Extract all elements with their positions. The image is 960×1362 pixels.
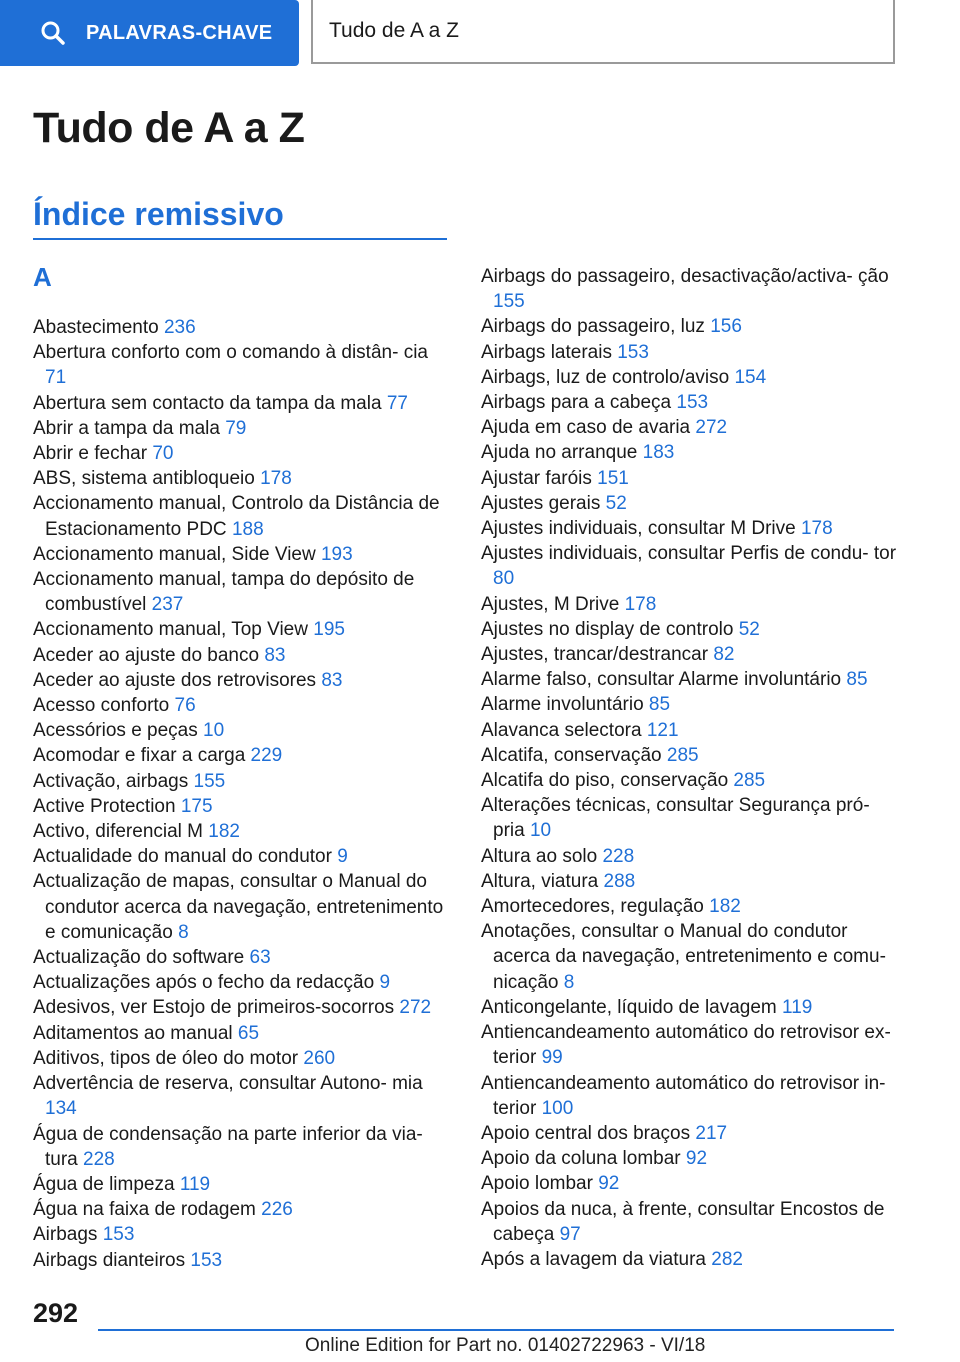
- index-entry-text: Alterações técnicas, consultar Segurança pró‐ pria: [481, 795, 870, 842]
- index-entry-text: Airbags, luz de controlo/aviso: [481, 366, 730, 388]
- index-entry-text: Accionamento manual, Side View: [33, 543, 316, 565]
- index-page-link[interactable]: 153: [676, 392, 709, 414]
- index-entry-text: Alarme involuntário: [481, 694, 644, 716]
- keywords-button[interactable]: [0, 0, 299, 66]
- index-entry: [481, 793, 901, 843]
- index-page-link[interactable]: 92: [598, 1173, 620, 1195]
- index-page-link[interactable]: 83: [321, 669, 343, 691]
- index-entry: [33, 542, 449, 567]
- index-page-link[interactable]: 83: [264, 644, 286, 666]
- index-entry-text: Alarme falso, consultar Alarme involuntário: [481, 669, 842, 691]
- index-page-link[interactable]: 52: [605, 492, 627, 514]
- index-entry: [481, 466, 901, 491]
- index-page-link[interactable]: 153: [102, 1224, 135, 1246]
- index-entry-text: Ajustes, M Drive: [481, 593, 620, 615]
- index-entry: [33, 617, 449, 642]
- index-entry-text: Aditivos, tipos de óleo do motor: [33, 1047, 299, 1069]
- index-entry-text: Acessórios e peças: [33, 720, 198, 742]
- index-entry-text: Água de condensação na parte inferior da via‐ tura: [33, 1123, 423, 1170]
- index-entry: [481, 617, 901, 642]
- keywords-label: PALAVRAS-CHAVE: [86, 21, 273, 44]
- index-entry-text: Antiencandeamento automático do retrovisor in‐ terior: [481, 1072, 886, 1119]
- index-page-link[interactable]: 178: [800, 518, 833, 540]
- index-entry-text: Adesivos, ver Estojo de primeiros-socorros: [33, 997, 395, 1019]
- index-page-link[interactable]: 119: [782, 996, 813, 1018]
- index-entry-text: Ajustes, trancar/destrancar: [481, 644, 709, 666]
- index-entry-text: Altura, viatura: [481, 870, 599, 892]
- index-page-link[interactable]: 85: [846, 669, 868, 691]
- index-entry-text: Accionamento manual, Top View: [33, 619, 308, 641]
- index-entry-text: Alavanca selectora: [481, 719, 642, 741]
- index-entry-text: Abertura conforto com o comando à distân‐ cia: [33, 342, 428, 364]
- index-entry-text: Actualizações após o fecho da redacção: [33, 972, 375, 994]
- index-entry-text: Água de limpeza: [33, 1173, 175, 1195]
- breadcrumb[interactable]: [311, 0, 895, 64]
- index-page-link[interactable]: 9: [379, 972, 391, 994]
- index-entry: [481, 390, 901, 415]
- index-entry-text: Actualização de mapas, consultar o Manual do condutor acerca da navegação, entretenimento e comunicação: [33, 871, 444, 943]
- index-entry-text: Airbags para a cabeça: [481, 392, 672, 414]
- index-entry-text: Airbags laterais: [481, 341, 612, 363]
- search-icon: [40, 20, 66, 46]
- index-page-link[interactable]: 85: [648, 694, 671, 716]
- index-page-link[interactable]: 9: [337, 846, 348, 868]
- index-entry-text: Alcatifa do piso, conservação: [481, 770, 729, 792]
- index-entry-text: Ajustes individuais, consultar M Drive: [481, 518, 796, 540]
- index-column-left: [33, 315, 449, 1273]
- index-page-link[interactable]: 285: [666, 744, 699, 766]
- index-entry-text: Activação, airbags: [33, 770, 189, 792]
- index-entry: [33, 718, 449, 743]
- index-entry: [481, 1171, 901, 1196]
- index-entry: [33, 743, 449, 768]
- index-entry: [481, 1247, 901, 1272]
- index-entry-text: Airbags: [33, 1224, 98, 1246]
- index-page-link[interactable]: 217: [695, 1122, 728, 1144]
- index-entry-text: Activo, diferencial M: [33, 821, 204, 843]
- top-bar: [0, 0, 960, 66]
- index-entry: [33, 819, 449, 844]
- index-page-link[interactable]: 260: [303, 1047, 336, 1069]
- index-entry: [481, 667, 901, 692]
- index-page-link[interactable]: 154: [734, 366, 767, 388]
- index-entry: [33, 441, 449, 466]
- index-page-link[interactable]: 155: [193, 770, 226, 792]
- index-entry-text: Aceder ao ajuste dos retrovisores: [33, 669, 317, 691]
- index-entry-text: Ajuda no arranque: [481, 442, 638, 464]
- index-entry-text: Acesso conforto: [33, 695, 170, 717]
- index-entry-text: Apoio da coluna lombar: [481, 1148, 681, 1170]
- index-page-link[interactable]: 97: [559, 1223, 581, 1245]
- index-entry: [481, 340, 901, 365]
- index-entry: [33, 844, 449, 869]
- index-entry-text: Active Protection: [33, 795, 176, 817]
- index-column-right: [481, 264, 901, 1272]
- index-letter: A: [33, 262, 52, 292]
- index-entry-text: Apoios da nuca, à frente, consultar Encostos de cabeça: [481, 1198, 885, 1245]
- index-page-link[interactable]: 100: [541, 1097, 574, 1119]
- footer-edition: Online Edition for Part no. 01402722963 - VI/18: [305, 1335, 706, 1356]
- index-entry: [33, 945, 449, 970]
- index-page-link[interactable]: 182: [208, 821, 240, 843]
- index-entry-text: Airbags do passageiro, luz: [481, 316, 705, 338]
- index-page-link[interactable]: 188: [231, 518, 264, 540]
- index-entry: [481, 415, 901, 440]
- index-entry-text: Antiencandeamento automático do retrovisor ex‐ terior: [481, 1022, 891, 1069]
- index-entry: [481, 642, 901, 667]
- index-page-link[interactable]: 182: [709, 896, 741, 918]
- section-divider: [33, 238, 447, 240]
- index-entry: [481, 1146, 901, 1171]
- index-page-link[interactable]: 285: [733, 770, 766, 792]
- index-entry: [33, 794, 449, 819]
- index-page-link[interactable]: 134: [45, 1098, 77, 1120]
- index-entry-text: Abastecimento: [33, 317, 159, 338]
- index-entry-text: Apoio central dos braços: [481, 1122, 691, 1144]
- index-entry: [33, 1021, 449, 1046]
- index-page-link[interactable]: 151: [597, 467, 629, 489]
- index-entry: [33, 1222, 449, 1247]
- index-entry: [481, 365, 901, 390]
- index-entry-text: Ajustes individuais, consultar Perfis de condu‐ tor: [481, 543, 897, 565]
- index-page-link[interactable]: 77: [386, 392, 408, 414]
- index-entry-text: Accionamento manual, tampa do depósito de combustível: [33, 569, 415, 616]
- index-page-link[interactable]: 79: [225, 417, 247, 439]
- index-entry: [33, 1046, 449, 1071]
- index-page-link[interactable]: 63: [249, 947, 271, 969]
- index-entry: [481, 768, 901, 793]
- index-entry: [481, 1197, 901, 1247]
- index-page-link[interactable]: 193: [320, 543, 353, 565]
- index-entry: [481, 314, 901, 339]
- index-page-link[interactable]: 175: [180, 795, 213, 817]
- index-entry: [481, 1121, 901, 1146]
- index-entry-text: Actualização do software: [33, 947, 245, 969]
- index-entry-text: Amortecedores, regulação: [481, 896, 704, 918]
- index-page-link[interactable]: 156: [710, 316, 742, 338]
- index-entry: [33, 1248, 449, 1273]
- index-entry: [481, 592, 901, 617]
- index-page-link[interactable]: 178: [260, 468, 292, 490]
- index-entry: [481, 995, 901, 1020]
- index-page-link[interactable]: 226: [261, 1199, 293, 1221]
- index-page-link[interactable]: 228: [83, 1148, 115, 1170]
- index-entry: [33, 391, 449, 416]
- index-page-link[interactable]: 183: [642, 442, 675, 464]
- index-entry: [481, 743, 901, 768]
- index-page-link[interactable]: 153: [617, 341, 649, 363]
- index-entry-text: Ajustar faróis: [481, 467, 592, 489]
- index-entry: [33, 970, 449, 995]
- index-page-link[interactable]: 236: [163, 317, 196, 338]
- index-page-link[interactable]: 288: [603, 870, 636, 892]
- footer-divider: [98, 1329, 894, 1331]
- index-page-link[interactable]: 71: [45, 367, 67, 389]
- index-entry-text: Anotações, consultar o Manual do condutor acerca da navegação, entretenimento e comu‐ nicação: [481, 921, 886, 993]
- index-entry: [481, 491, 901, 516]
- index-entry: [33, 466, 449, 491]
- index-entry-text: Ajustes gerais: [481, 492, 601, 514]
- index-entry: [33, 869, 449, 945]
- index-page-link[interactable]: 10: [203, 720, 225, 742]
- index-page-link[interactable]: 8: [563, 971, 575, 993]
- index-entry-text: Altura ao solo: [481, 845, 598, 867]
- index-entry: [33, 769, 449, 794]
- index-entry-text: Abrir a tampa da mala: [33, 417, 220, 439]
- page-number: 292: [33, 1298, 79, 1328]
- index-entry: [33, 340, 449, 390]
- index-entry: [481, 894, 901, 919]
- index-entry: [33, 643, 449, 668]
- index-entry: [33, 315, 449, 340]
- index-entry-text: Água na faixa de rodagem: [33, 1199, 256, 1221]
- index-entry: [481, 919, 901, 995]
- index-page-link[interactable]: 82: [713, 644, 735, 666]
- index-page-link[interactable]: 229: [250, 745, 283, 767]
- index-page-link[interactable]: 155: [493, 291, 525, 313]
- index-page-link[interactable]: 195: [313, 619, 345, 641]
- index-page-link[interactable]: 99: [541, 1047, 563, 1069]
- index-page-link[interactable]: 76: [174, 695, 196, 717]
- index-entry: [33, 995, 449, 1020]
- index-entry: [481, 844, 901, 869]
- index-entry: [33, 1071, 449, 1121]
- index-entry: [481, 692, 901, 717]
- index-entry: [33, 491, 449, 541]
- index-page-link[interactable]: 282: [711, 1248, 743, 1270]
- index-entry-text: Acomodar e fixar a carga: [33, 745, 246, 767]
- index-entry: [33, 1197, 449, 1222]
- index-entry: [33, 567, 449, 617]
- index-entry: [33, 416, 449, 441]
- index-page-link[interactable]: 65: [237, 1022, 260, 1044]
- index-entry: [481, 1020, 901, 1070]
- index-entry-text: ABS, sistema antibloqueio: [33, 468, 255, 490]
- index-entry-text: Advertência de reserva, consultar Autono‐ mia: [33, 1073, 423, 1095]
- index-entry-text: Apoio lombar: [481, 1173, 593, 1195]
- section-title: Índice remissivo: [33, 196, 284, 232]
- index-page-link[interactable]: 80: [493, 568, 515, 590]
- index-entry-text: Accionamento manual, Controlo da Distância de Estacionamento PDC: [33, 493, 440, 540]
- page-title: Tudo de A a Z: [33, 104, 305, 152]
- index-entry: [481, 541, 901, 591]
- index-page-link[interactable]: 119: [179, 1173, 211, 1195]
- index-page-link[interactable]: 272: [695, 417, 728, 439]
- index-entry: [481, 440, 901, 465]
- index-page-link[interactable]: 228: [602, 845, 635, 867]
- index-page-link[interactable]: 272: [399, 997, 432, 1019]
- index-entry-text: Aditamentos ao manual: [33, 1022, 233, 1044]
- index-page-link[interactable]: 10: [529, 820, 552, 842]
- index-entry: [481, 1071, 901, 1121]
- index-page-link[interactable]: 8: [178, 921, 189, 943]
- index-page-link[interactable]: 237: [151, 594, 184, 616]
- index-page-link[interactable]: 92: [685, 1148, 708, 1170]
- index-entry: [33, 668, 449, 693]
- index-entry: [481, 718, 901, 743]
- index-entry: [33, 1172, 449, 1197]
- breadcrumb-text: Tudo de A a Z: [329, 19, 459, 42]
- index-entry-text: Abertura sem contacto da tampa da mala: [33, 392, 382, 414]
- index-entry-text: Após a lavagem da viatura: [481, 1248, 706, 1270]
- index-entry-text: Actualidade do manual do condutor: [33, 846, 332, 868]
- index-entry-text: Airbags dianteiros: [33, 1249, 186, 1271]
- index-entry-text: Airbags do passageiro, desactivação/activa‐ ção: [481, 266, 889, 287]
- index-page-link[interactable]: 153: [190, 1249, 223, 1271]
- index-entry-text: Ajuda em caso de avaria: [481, 417, 691, 439]
- index-entry-text: Aceder ao ajuste do banco: [33, 644, 260, 666]
- index-page-link[interactable]: 178: [624, 593, 657, 615]
- index-page-link[interactable]: 70: [152, 443, 174, 465]
- index-entry-text: Abrir e fechar: [33, 443, 148, 465]
- index-entry: [481, 264, 901, 314]
- index-page-link[interactable]: 121: [646, 719, 679, 741]
- index-entry-text: Ajustes no display de controlo: [481, 618, 734, 640]
- index-entry: [33, 1122, 449, 1172]
- index-entry: [33, 693, 449, 718]
- index-page-link[interactable]: 52: [738, 618, 760, 640]
- index-entry: [481, 516, 901, 541]
- index-entry-text: Alcatifa, conservação: [481, 744, 662, 766]
- index-entry: [481, 869, 901, 894]
- index-entry-text: Anticongelante, líquido de lavagem: [481, 996, 777, 1018]
